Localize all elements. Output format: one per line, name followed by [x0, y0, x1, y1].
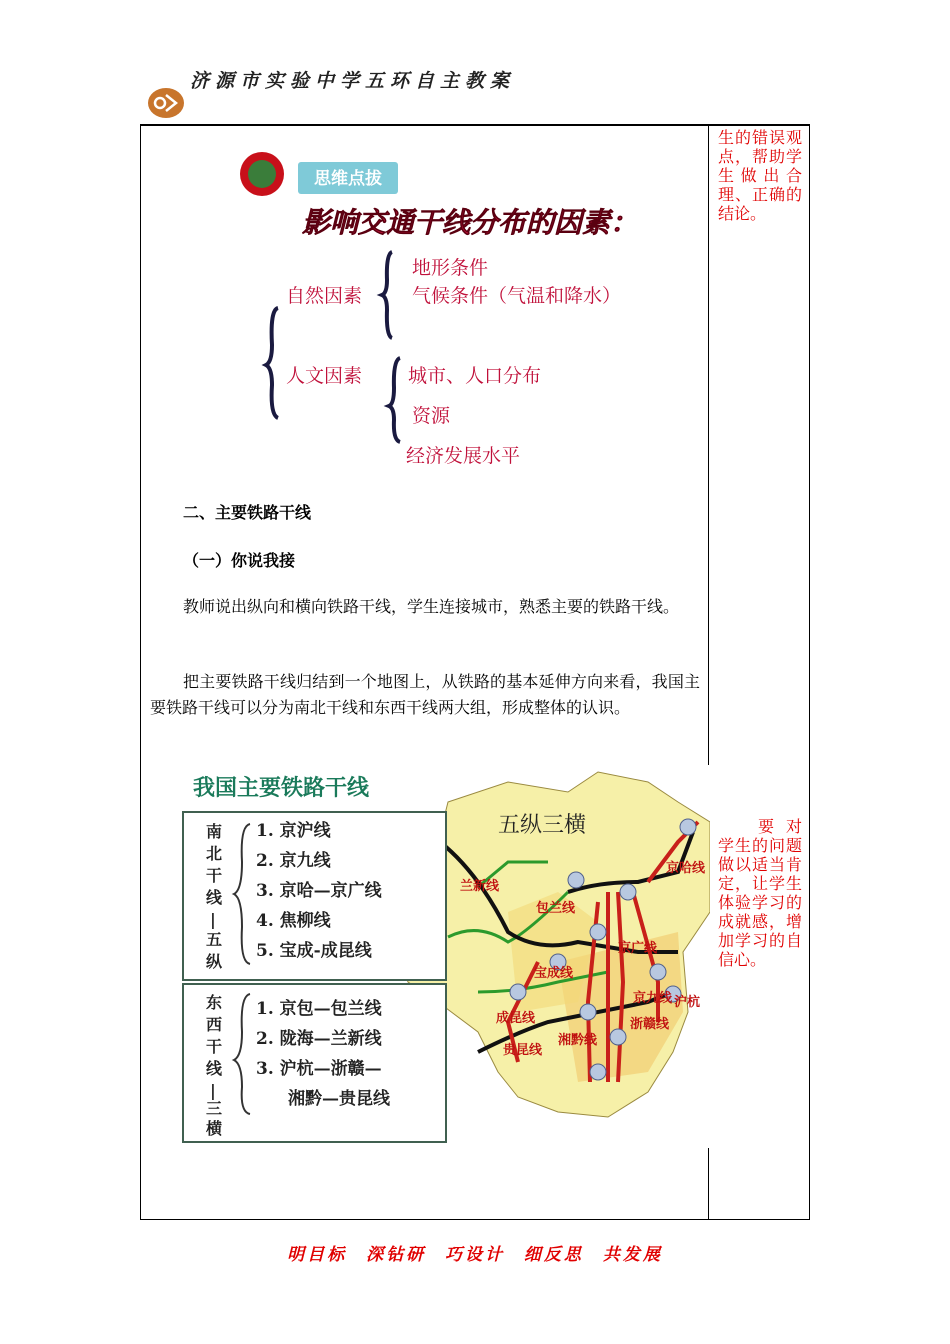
section-heading: 二、主要铁路干线 [183, 503, 312, 522]
badge-label: 思维点拔 [314, 169, 382, 189]
ew-item-2: 2. 陇海—兰新线 [256, 1029, 382, 1049]
ew-item-1: 1. 京包—包兰线 [256, 999, 382, 1019]
line-label-jingjiu: 京九线 [633, 991, 673, 1006]
ns-label-1: 南 [206, 822, 223, 841]
column-divider [708, 1148, 709, 1220]
line-label-baolan: 包兰线 [536, 901, 576, 916]
railway-map [178, 762, 710, 1147]
line-label-baocheng: 宝成线 [534, 966, 574, 981]
ns-label-7: 纵 [206, 952, 223, 971]
footer-motto: 明目标 深钻研 巧设计 细反思 共发展 [287, 1245, 663, 1265]
header-title: 济源市实验中学五环自主教案 [190, 70, 516, 92]
ns-item-5: 5. 宝成-成昆线 [256, 941, 372, 961]
line-label-huhang: 沪杭 [674, 995, 701, 1010]
ew-label-7: 横 [206, 1119, 223, 1138]
ns-label-6: 五 [206, 930, 223, 949]
line-label-guikun: 贵昆线 [503, 1043, 543, 1058]
ns-item-1: 1. 京沪线 [256, 821, 331, 841]
natural-item-1: 地形条件 [412, 257, 489, 279]
line-label-chengkun: 成昆线 [496, 1011, 536, 1026]
section-subheading: （一）你说我接 [183, 551, 296, 570]
ew-label-5: | [210, 1081, 216, 1100]
ew-label-1: 东 [206, 993, 223, 1012]
map-title: 我国主要铁路干线 [193, 775, 370, 801]
line-label-zhegan: 浙赣线 [630, 1017, 670, 1032]
ns-label-3: 干 [206, 866, 223, 885]
ns-label-4: 线 [206, 888, 223, 907]
ew-label-2: 西 [206, 1015, 223, 1034]
margin-note-2: 要对学生的问题做以适当肯定，让学生体验学习的成就感，增加学习的自信心。 [718, 817, 802, 969]
natural-factors-label: 自然因素 [286, 285, 363, 307]
line-label-lanxin: 兰新线 [460, 879, 500, 894]
map-subtitle: 五纵三横 [498, 813, 587, 838]
ns-label-2: 北 [206, 844, 223, 863]
ew-item-3: 3. 沪杭—浙赣— [256, 1059, 382, 1079]
ns-label-5: | [210, 910, 216, 929]
ew-item-4: 湘黔—贵昆线 [288, 1089, 390, 1109]
ew-label-3: 干 [206, 1037, 223, 1056]
ns-item-3: 3. 京哈—京广线 [256, 881, 382, 901]
ew-label-4: 线 [206, 1059, 223, 1078]
human-item-3: 经济发展水平 [406, 445, 521, 467]
ns-item-2: 2. 京九线 [256, 851, 331, 871]
column-divider [708, 125, 709, 765]
human-item-1: 城市、人口分布 [408, 365, 542, 387]
school-logo-icon [146, 86, 186, 120]
ns-item-4: 4. 焦柳线 [256, 911, 331, 931]
paragraph-2: 把主要铁路干线归结到一个地图上，从铁路的基本延伸方向来看，我国主要铁路干线可以分为南北干线和东西干线两大组，形成整体的认识。 [150, 672, 700, 717]
natural-item-2: 气候条件（气温和降水） [412, 285, 622, 307]
factors-diagram [238, 150, 658, 480]
globe-icon [248, 160, 276, 188]
margin-note-1: 生的错误观点，帮助学生做出合理、正确的结论。 [718, 128, 802, 223]
diagram-title: 影响交通干线分布的因素： [302, 206, 639, 239]
line-label-xiangqian: 湘黔线 [558, 1033, 598, 1048]
line-label-jingguang: 京广线 [618, 941, 658, 956]
human-item-2: 资源 [412, 405, 451, 427]
human-factors-label: 人文因素 [286, 365, 363, 387]
ew-label-6: 三 [206, 1099, 223, 1118]
line-label-jingha: 京哈线 [666, 861, 706, 876]
paragraph-1: 教师说出纵向和横向铁路干线，学生连接城市，熟悉主要的铁路干线。 [183, 597, 680, 616]
